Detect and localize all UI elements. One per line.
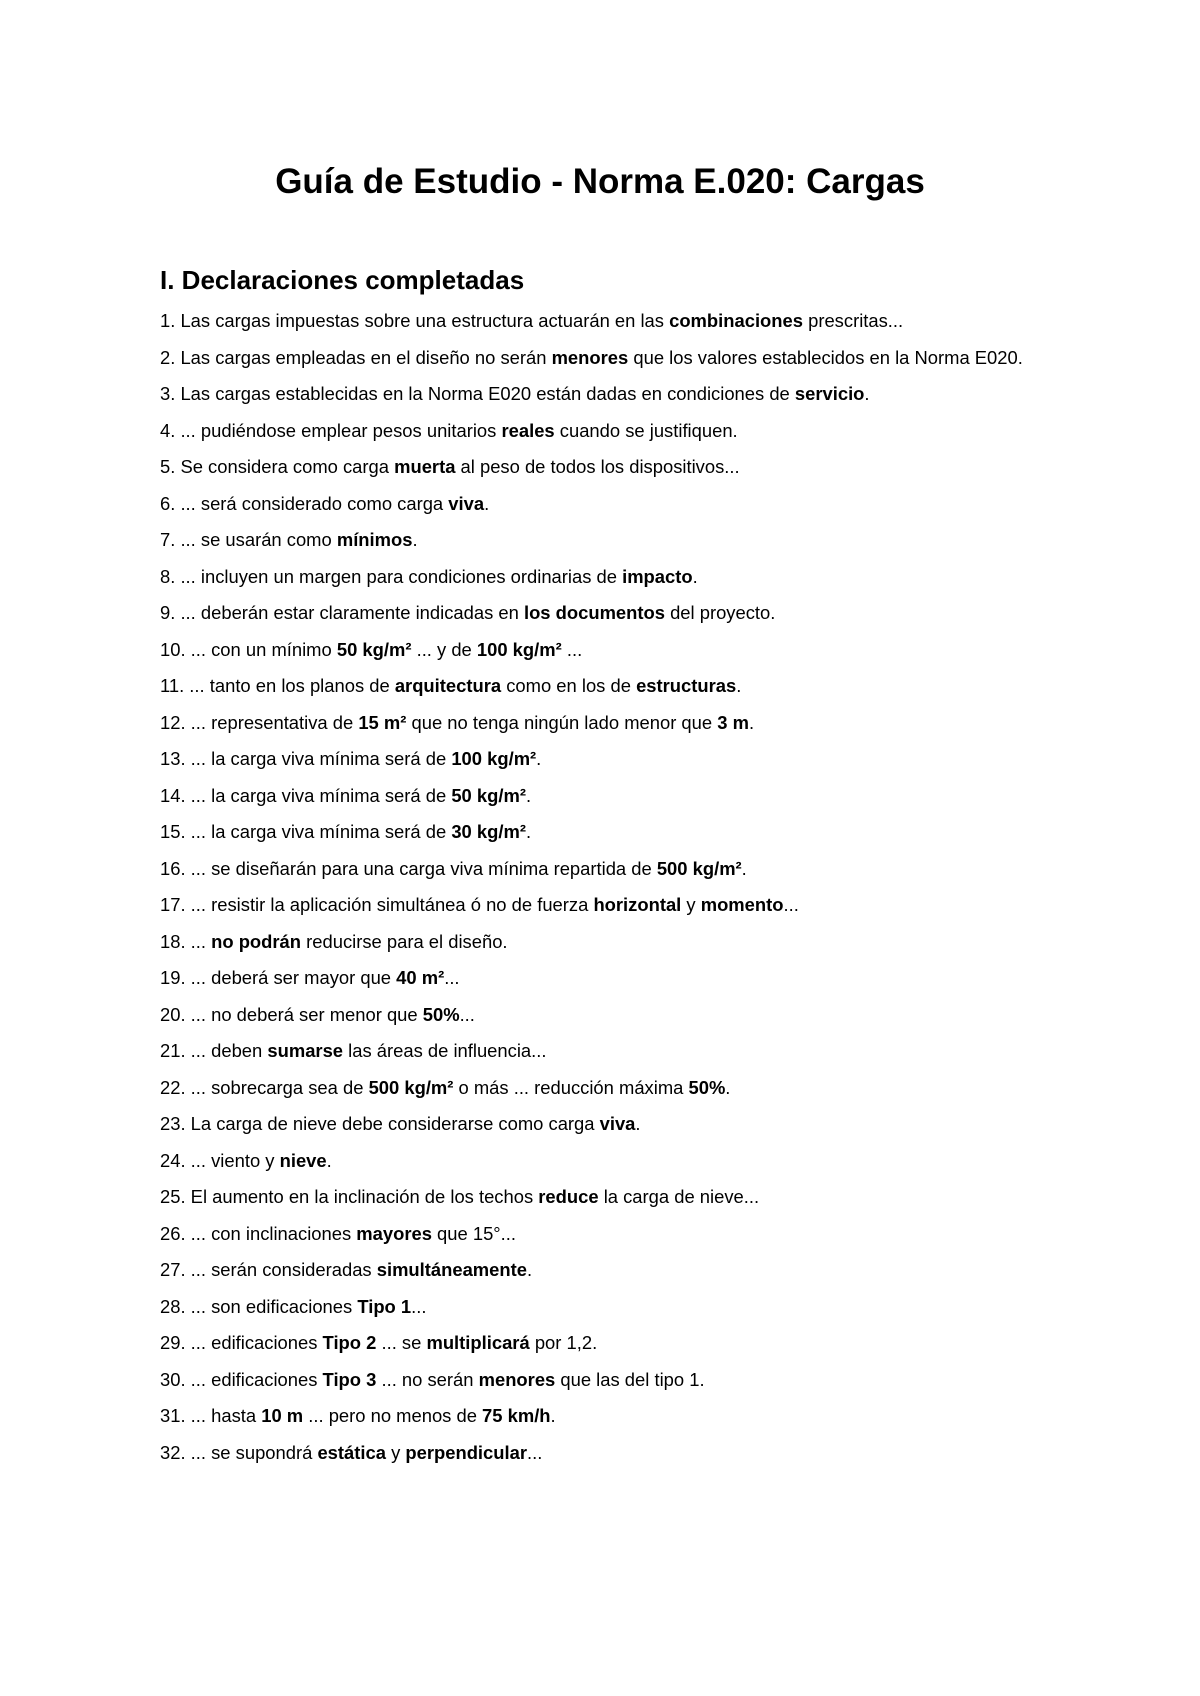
emphasis-text: 40 m² bbox=[396, 967, 445, 988]
emphasis-text: 50 kg/m² bbox=[336, 638, 412, 660]
page-title: Guía de Estudio - Norma E.020: Cargas bbox=[275, 162, 925, 201]
emphasis-text: 50 kg/m² bbox=[451, 784, 526, 806]
statement-text: que las del tipo 1. bbox=[555, 1368, 705, 1390]
statement-text: 18. ... bbox=[160, 930, 212, 952]
statement-text: 6. ... será considerado como carga bbox=[160, 492, 449, 514]
statement-text: ... bbox=[783, 894, 799, 915]
statement-text: ... pero no menos de bbox=[303, 1405, 483, 1426]
statement-text: y bbox=[681, 894, 701, 915]
list-item bbox=[160, 675, 1060, 698]
statement-text: 23. La carga de nieve debe considerarse como carga bbox=[160, 1113, 600, 1134]
statement-text: 24. ... viento y bbox=[160, 1149, 280, 1171]
statement-text: 31. ... hasta bbox=[160, 1405, 262, 1426]
list-item bbox=[160, 1186, 1060, 1209]
statement-text: 5. Se considera como carga bbox=[160, 456, 395, 477]
emphasis-text: muerta bbox=[394, 456, 456, 477]
statement-text: 1. Las cargas impuestas sobre una estructura actuarán en las bbox=[160, 310, 670, 331]
list-item bbox=[160, 566, 1060, 589]
emphasis-text: 10 m bbox=[261, 1405, 304, 1426]
statement-text: . bbox=[748, 711, 755, 733]
list-item bbox=[160, 1296, 1060, 1319]
list-item bbox=[160, 712, 1060, 735]
list-item bbox=[160, 529, 1060, 552]
emphasis-text: Tipo 1 bbox=[357, 1295, 412, 1317]
statement-text: reducirse para el diseño. bbox=[301, 930, 508, 952]
statement-text: . bbox=[736, 675, 742, 696]
emphasis-text: mínimos bbox=[336, 529, 413, 550]
emphasis-text: 100 kg/m² bbox=[476, 638, 562, 660]
emphasis-text: Tipo 2 bbox=[322, 1332, 377, 1353]
statement-text: y bbox=[385, 1441, 406, 1463]
emphasis-text: viva bbox=[599, 1113, 636, 1134]
emphasis-text: servicio bbox=[794, 383, 865, 404]
list-item bbox=[160, 1442, 1060, 1465]
statement-text: 26. ... con inclinaciones bbox=[160, 1222, 357, 1244]
statement-text: como en los de bbox=[501, 675, 637, 696]
statement-text: 22. ... sobrecarga sea de bbox=[160, 1076, 369, 1098]
list-item bbox=[160, 602, 1060, 625]
emphasis-text: Tipo 3 bbox=[322, 1368, 377, 1390]
statement-text: . bbox=[525, 784, 532, 806]
statement-text: que no tenga ningún lado menor que bbox=[406, 711, 718, 733]
statement-text: 2. Las cargas empleadas en el diseño no serán bbox=[160, 346, 552, 368]
statement-text: o más ... reducción máxima bbox=[453, 1076, 689, 1098]
list-item bbox=[160, 420, 1060, 443]
list-item bbox=[160, 1405, 1060, 1428]
statement-text: 25. El aumento en la inclinación de los techos bbox=[160, 1186, 539, 1207]
statement-list bbox=[160, 310, 1060, 1478]
list-item bbox=[160, 1369, 1060, 1392]
statement-text: ... y de bbox=[411, 638, 477, 660]
emphasis-text: 30 kg/m² bbox=[451, 821, 526, 842]
statement-text: . bbox=[725, 1076, 731, 1098]
statement-text: que 15°... bbox=[431, 1222, 516, 1244]
emphasis-text: menores bbox=[478, 1368, 556, 1390]
statement-text: 29. ... edificaciones bbox=[160, 1332, 323, 1353]
emphasis-text: 500 kg/m² bbox=[656, 857, 742, 879]
emphasis-text: perpendicular bbox=[405, 1441, 527, 1463]
statement-text: 7. ... se usarán como bbox=[160, 529, 337, 550]
emphasis-text: los documentos bbox=[523, 602, 665, 623]
statement-text: que los valores establecidos en la Norma E020. bbox=[628, 346, 1023, 368]
statement-text: 3. Las cargas establecidas en la Norma E020 están dadas en condiciones de bbox=[160, 383, 795, 404]
statement-text: ... no serán bbox=[376, 1368, 479, 1390]
emphasis-text: sumarse bbox=[267, 1040, 344, 1061]
emphasis-text: 15 m² bbox=[358, 711, 407, 733]
emphasis-text: combinaciones bbox=[669, 310, 803, 331]
emphasis-text: multiplicará bbox=[426, 1332, 530, 1353]
list-item bbox=[160, 785, 1060, 808]
statement-text: ... bbox=[561, 638, 583, 660]
statement-text: ... bbox=[444, 967, 460, 988]
statement-text: . bbox=[536, 748, 542, 769]
statement-text: . bbox=[635, 1113, 641, 1134]
statement-text: . bbox=[526, 1259, 533, 1280]
list-item bbox=[160, 310, 1060, 333]
list-item bbox=[160, 347, 1060, 370]
emphasis-text: viva bbox=[448, 492, 485, 514]
section-heading: I. Declaraciones completadas bbox=[160, 265, 525, 295]
statement-text: 12. ... representativa de bbox=[160, 711, 359, 733]
statement-text: 27. ... serán consideradas bbox=[160, 1259, 377, 1280]
list-item bbox=[160, 1040, 1060, 1063]
emphasis-text: 50% bbox=[422, 1003, 460, 1025]
list-item bbox=[160, 1004, 1060, 1027]
statement-text: 8. ... incluyen un margen para condiciones ordinarias de bbox=[160, 565, 623, 587]
statement-text: ... se bbox=[376, 1332, 427, 1353]
list-item bbox=[160, 748, 1060, 771]
emphasis-text: reales bbox=[501, 419, 555, 441]
list-item bbox=[160, 639, 1060, 662]
statement-text: . bbox=[412, 529, 418, 550]
statement-text: 9. ... deberán estar claramente indicadas en bbox=[160, 602, 524, 623]
statement-text: . bbox=[550, 1405, 556, 1426]
statement-text: 14. ... la carga viva mínima será de bbox=[160, 784, 452, 806]
emphasis-text: estática bbox=[317, 1441, 386, 1463]
list-item bbox=[160, 383, 1060, 406]
statement-text: ... bbox=[411, 1295, 427, 1317]
emphasis-text: reduce bbox=[538, 1186, 599, 1207]
statement-text: . bbox=[326, 1149, 332, 1171]
list-item bbox=[160, 456, 1060, 479]
statement-text: 28. ... son edificaciones bbox=[160, 1295, 358, 1317]
list-item bbox=[160, 1150, 1060, 1173]
emphasis-text: menores bbox=[551, 346, 629, 368]
list-item bbox=[160, 821, 1060, 844]
statement-text: 20. ... no deberá ser menor que bbox=[160, 1003, 423, 1025]
list-item bbox=[160, 493, 1060, 516]
statement-text: 19. ... deberá ser mayor que bbox=[160, 967, 397, 988]
statement-text: ... bbox=[527, 1441, 543, 1463]
statement-text: . bbox=[741, 857, 747, 879]
statement-text: . bbox=[692, 565, 698, 587]
statement-text: cuando se justifiquen. bbox=[554, 419, 738, 441]
emphasis-text: 100 kg/m² bbox=[451, 748, 537, 769]
statement-text: . bbox=[484, 492, 490, 514]
list-item bbox=[160, 858, 1060, 881]
emphasis-text: horizontal bbox=[593, 894, 682, 915]
list-item bbox=[160, 1259, 1060, 1282]
statement-text: al peso de todos los dispositivos... bbox=[455, 456, 740, 477]
statement-text: las áreas de influencia... bbox=[343, 1040, 547, 1061]
emphasis-text: simultáneamente bbox=[376, 1259, 527, 1280]
statement-text: 21. ... deben bbox=[160, 1040, 268, 1061]
emphasis-text: 50% bbox=[688, 1076, 726, 1098]
statement-text: 30. ... edificaciones bbox=[160, 1368, 323, 1390]
statement-text: . bbox=[864, 383, 870, 404]
statement-text: 15. ... la carga viva mínima será de bbox=[160, 821, 452, 842]
emphasis-text: nieve bbox=[279, 1149, 327, 1171]
list-item bbox=[160, 1077, 1060, 1100]
emphasis-text: no podrán bbox=[211, 930, 302, 952]
statement-text: por 1,2. bbox=[529, 1332, 598, 1353]
statement-text: 16. ... se diseñarán para una carga viva mínima repartida de bbox=[160, 857, 657, 879]
statement-text: 11. ... tanto en los planos de bbox=[160, 675, 395, 696]
statement-text: ... bbox=[459, 1003, 475, 1025]
statement-text: del proyecto. bbox=[664, 602, 776, 623]
statement-text: 17. ... resistir la aplicación simultánea ó no de fuerza bbox=[160, 894, 594, 915]
emphasis-text: 500 kg/m² bbox=[368, 1076, 454, 1098]
emphasis-text: 75 km/h bbox=[482, 1405, 551, 1426]
list-item bbox=[160, 1113, 1060, 1136]
statement-text: 32. ... se supondrá bbox=[160, 1441, 318, 1463]
list-item bbox=[160, 967, 1060, 990]
emphasis-text: arquitectura bbox=[394, 675, 502, 696]
emphasis-text: mayores bbox=[356, 1222, 432, 1244]
list-item bbox=[160, 894, 1060, 917]
list-item bbox=[160, 931, 1060, 954]
statement-text: la carga de nieve... bbox=[598, 1186, 760, 1207]
statement-text: 4. ... pudiéndose emplear pesos unitarios bbox=[160, 419, 502, 441]
emphasis-text: momento bbox=[700, 894, 784, 915]
emphasis-text: impacto bbox=[622, 565, 693, 587]
statement-text: 13. ... la carga viva mínima será de bbox=[160, 748, 452, 769]
list-item bbox=[160, 1223, 1060, 1246]
list-item bbox=[160, 1332, 1060, 1355]
statement-text: . bbox=[525, 821, 532, 842]
emphasis-text: 3 m bbox=[717, 711, 749, 733]
statement-text: 10. ... con un mínimo bbox=[160, 638, 337, 660]
statement-text: prescritas... bbox=[802, 310, 904, 331]
emphasis-text: estructuras bbox=[636, 675, 737, 696]
